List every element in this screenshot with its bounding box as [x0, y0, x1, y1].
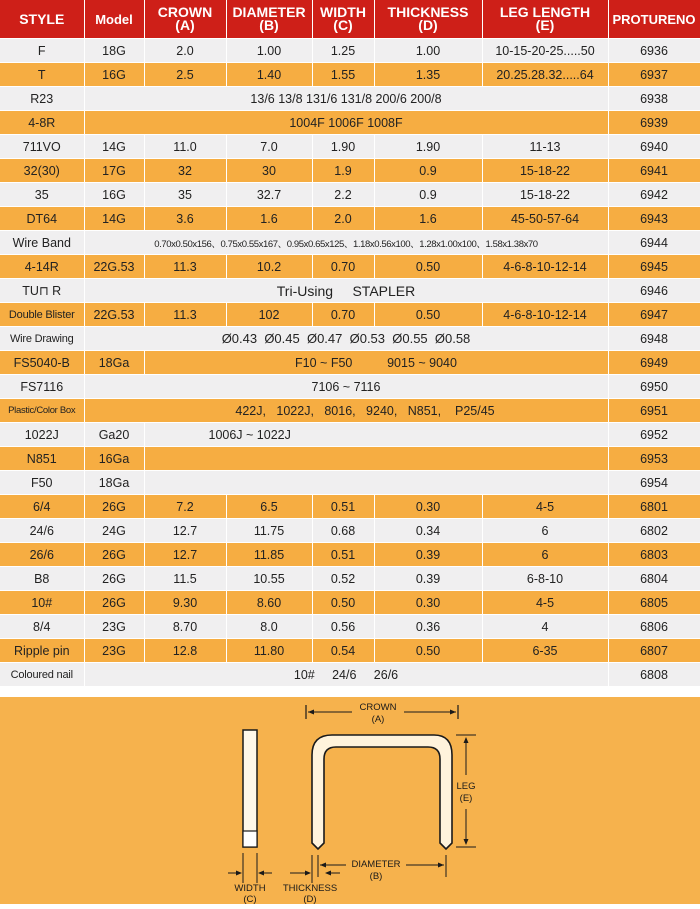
diameter-cell: 6.5 — [226, 495, 312, 519]
diameter-cell: 1.6 — [226, 207, 312, 231]
crown-cell: 11.5 — [144, 567, 226, 591]
thickness-cell: 1.6 — [374, 207, 482, 231]
style-cell: F — [0, 39, 84, 63]
leg-label: LEG — [456, 781, 476, 792]
number-cell: 6945 — [608, 255, 700, 279]
leg-cell: 20.25.28.32.....64 — [482, 63, 608, 87]
number-cell: 6954 — [608, 471, 700, 495]
width-cell: 0.52 — [312, 567, 374, 591]
table-row — [0, 327, 700, 351]
table-row — [0, 303, 700, 327]
leg-cell: 4-6-8-10-12-14 — [482, 255, 608, 279]
width-label: WIDTH — [234, 883, 266, 894]
style-cell: 711VO — [0, 135, 84, 159]
number-cell: 6804 — [608, 567, 700, 591]
style-cell: Wire Band — [0, 231, 84, 255]
style-cell: 26/6 — [0, 543, 84, 567]
thickness-cell: 0.36 — [374, 615, 482, 639]
crown-cell: 2.5 — [144, 63, 226, 87]
style-cell: FS7116 — [0, 375, 84, 399]
crown-cell: 12.8 — [144, 639, 226, 663]
style-cell: Plastic/Color Box — [0, 399, 84, 423]
spanning-cell: 422J, 1022J, 8016, 9240, N851, P25/45 — [84, 399, 608, 423]
number-cell: 6950 — [608, 375, 700, 399]
model-cell: 16Ga — [84, 447, 144, 471]
leg-cell: 15-18-22 — [482, 183, 608, 207]
crown-cell: 8.70 — [144, 615, 226, 639]
crown-cell: 11.3 — [144, 255, 226, 279]
leg-cell: 6-35 — [482, 639, 608, 663]
diameter-cell: 11.80 — [226, 639, 312, 663]
leg-sub-label: (E) — [459, 793, 473, 804]
number-cell: 6941 — [608, 159, 700, 183]
table-row — [0, 543, 700, 567]
number-cell: 6803 — [608, 543, 700, 567]
thickness-cell: 0.30 — [374, 591, 482, 615]
style-cell: 8/4 — [0, 615, 84, 639]
table-row — [0, 87, 700, 111]
diameter-cell: 10.55 — [226, 567, 312, 591]
width-cell: 1.25 — [312, 39, 374, 63]
table-row — [0, 279, 700, 303]
diameter-cell: 1.00 — [226, 39, 312, 63]
staple-front-view — [312, 735, 452, 849]
width-cell: 0.70 — [312, 303, 374, 327]
table-row — [0, 591, 700, 615]
spanning-cell: 1004F 1006F 1008F — [84, 111, 608, 135]
spanning-cell: 1006J ~ 1022J — [144, 423, 608, 447]
style-cell: TU⊓ R — [0, 279, 84, 303]
table-row — [0, 135, 700, 159]
leg-cell: 15-18-22 — [482, 159, 608, 183]
thickness-cell: 0.34 — [374, 519, 482, 543]
number-cell: 6807 — [608, 639, 700, 663]
crown-cell: 2.0 — [144, 39, 226, 63]
header-diameter: DIAMETER (B) — [226, 0, 312, 39]
staple-side-tip — [243, 831, 257, 847]
number-cell: 6951 — [608, 399, 700, 423]
model-cell: 18Ga — [84, 471, 144, 495]
thickness-cell: 0.30 — [374, 495, 482, 519]
style-cell: N851 — [0, 447, 84, 471]
table-row — [0, 495, 700, 519]
diameter-cell: 102 — [226, 303, 312, 327]
width-cell: 1.9 — [312, 159, 374, 183]
leg-cell: 4-6-8-10-12-14 — [482, 303, 608, 327]
diameter-sub-label: (B) — [369, 871, 383, 882]
thickness-cell: 1.00 — [374, 39, 482, 63]
diameter-cell: 30 — [226, 159, 312, 183]
table-row — [0, 207, 700, 231]
table-row — [0, 159, 700, 183]
style-cell: 4-14R — [0, 255, 84, 279]
thickness-cell: 0.39 — [374, 567, 482, 591]
header-thickness: THICKNESS (D) — [374, 0, 482, 39]
leg-cell: 6 — [482, 543, 608, 567]
model-cell: 17G — [84, 159, 144, 183]
model-cell: 22G.53 — [84, 255, 144, 279]
model-cell: 23G — [84, 615, 144, 639]
style-cell: 10# — [0, 591, 84, 615]
style-cell: B8 — [0, 567, 84, 591]
number-cell: 6939 — [608, 111, 700, 135]
number-cell: 6936 — [608, 39, 700, 63]
style-cell: Coloured nail — [0, 663, 84, 687]
table-row — [0, 39, 700, 63]
model-cell: 22G.53 — [84, 303, 144, 327]
thickness-label: THICKNESS — [282, 883, 338, 894]
thickness-cell: 0.50 — [374, 303, 482, 327]
header-row — [0, 0, 700, 39]
style-cell: 4-8R — [0, 111, 84, 135]
width-cell: 1.90 — [312, 135, 374, 159]
style-cell: F50 — [0, 471, 84, 495]
number-cell: 6942 — [608, 183, 700, 207]
model-cell: 16G — [84, 183, 144, 207]
style-cell: 24/6 — [0, 519, 84, 543]
thickness-cell: 0.50 — [374, 639, 482, 663]
crown-cell: 12.7 — [144, 519, 226, 543]
diameter-cell: 10.2 — [226, 255, 312, 279]
table-row — [0, 63, 700, 87]
width-cell: 0.68 — [312, 519, 374, 543]
table-row — [0, 567, 700, 591]
width-cell: 0.50 — [312, 591, 374, 615]
leg-cell: 4-5 — [482, 495, 608, 519]
crown-cell: 3.6 — [144, 207, 226, 231]
crown-cell: 12.7 — [144, 543, 226, 567]
table-row — [0, 423, 700, 447]
spanning-cell: Tri-Using STAPLER — [84, 279, 608, 303]
diameter-cell: 11.85 — [226, 543, 312, 567]
number-cell: 6806 — [608, 615, 700, 639]
table-row — [0, 663, 700, 687]
number-cell: 6801 — [608, 495, 700, 519]
model-cell: 18G — [84, 39, 144, 63]
table-row — [0, 399, 700, 423]
staple-dimension-diagram — [0, 697, 700, 904]
table-row — [0, 111, 700, 135]
thickness-sub-label: (D) — [303, 894, 317, 904]
style-cell: DT64 — [0, 207, 84, 231]
style-cell: 32(30) — [0, 159, 84, 183]
table-row — [0, 471, 700, 495]
style-cell: Ripple pin — [0, 639, 84, 663]
diagram-drawing — [0, 697, 700, 904]
model-cell: 23G — [84, 639, 144, 663]
spanning-cell: F10 ~ F50 9015 ~ 9040 — [144, 351, 608, 375]
number-cell: 6937 — [608, 63, 700, 87]
number-cell: 6953 — [608, 447, 700, 471]
style-cell: 1022J — [0, 423, 84, 447]
leg-cell: 6-8-10 — [482, 567, 608, 591]
diameter-label: DIAMETER — [351, 859, 401, 870]
header-width: WIDTH (C) — [312, 0, 374, 39]
staple-side-view — [243, 730, 257, 847]
leg-cell: 45-50-57-64 — [482, 207, 608, 231]
width-cell: 0.51 — [312, 495, 374, 519]
diameter-cell: 32.7 — [226, 183, 312, 207]
spanning-cell: 7106 ~ 7116 — [84, 375, 608, 399]
number-cell: 6943 — [608, 207, 700, 231]
thickness-cell: 0.39 — [374, 543, 482, 567]
thickness-cell: 1.90 — [374, 135, 482, 159]
spanning-cell: 0.70x0.50x156、0.75x0.55x167、0.95x0.65x125、1.18x0.56x100、1.28x1.00x100、1.58x1.38x70 — [84, 231, 608, 255]
spanning-cell: 10# 24/6 26/6 — [84, 663, 608, 687]
diameter-cell: 8.60 — [226, 591, 312, 615]
thickness-cell: 0.9 — [374, 159, 482, 183]
table-row — [0, 615, 700, 639]
crown-cell: 11.0 — [144, 135, 226, 159]
table-row — [0, 519, 700, 543]
thickness-cell: 0.9 — [374, 183, 482, 207]
number-cell: 6802 — [608, 519, 700, 543]
width-cell: 0.56 — [312, 615, 374, 639]
spanning-cell: 13/6 13/8 131/6 131/8 200/6 200/8 — [84, 87, 608, 111]
spanning-cell — [144, 447, 608, 471]
style-cell: R23 — [0, 87, 84, 111]
leg-cell: 11-13 — [482, 135, 608, 159]
model-cell: 14G — [84, 207, 144, 231]
number-cell: 6947 — [608, 303, 700, 327]
table-row — [0, 183, 700, 207]
crown-cell: 32 — [144, 159, 226, 183]
crown-label: CROWN — [359, 702, 397, 713]
header-style: STYLE — [0, 0, 84, 39]
table-row — [0, 351, 700, 375]
header-crown: CROWN (A) — [144, 0, 226, 39]
number-cell: 6948 — [608, 327, 700, 351]
style-cell: 6/4 — [0, 495, 84, 519]
model-cell: 26G — [84, 495, 144, 519]
diameter-cell: 1.40 — [226, 63, 312, 87]
style-cell: T — [0, 63, 84, 87]
width-cell: 2.2 — [312, 183, 374, 207]
number-cell: 6944 — [608, 231, 700, 255]
thickness-cell: 1.35 — [374, 63, 482, 87]
model-cell: Ga20 — [84, 423, 144, 447]
crown-cell: 35 — [144, 183, 226, 207]
crown-sub-label: (A) — [371, 714, 385, 725]
number-cell: 6949 — [608, 351, 700, 375]
model-cell: 26G — [84, 567, 144, 591]
model-cell: 24G — [84, 519, 144, 543]
width-sub-label: (C) — [243, 894, 257, 904]
width-cell: 0.54 — [312, 639, 374, 663]
leg-cell: 4 — [482, 615, 608, 639]
leg-cell: 10-15-20-25.....50 — [482, 39, 608, 63]
number-cell: 6946 — [608, 279, 700, 303]
crown-cell: 11.3 — [144, 303, 226, 327]
style-cell: FS5040-B — [0, 351, 84, 375]
table-row — [0, 639, 700, 663]
style-cell: Double Blister — [0, 303, 84, 327]
model-cell: 26G — [84, 591, 144, 615]
table-row — [0, 231, 700, 255]
leg-cell: 4-5 — [482, 591, 608, 615]
number-cell: 6938 — [608, 87, 700, 111]
header-leg-length: LEG LENGTH (E) — [482, 0, 608, 39]
spanning-cell: Ø0.43 Ø0.45 Ø0.47 Ø0.53 Ø0.55 Ø0.58 — [84, 327, 608, 351]
width-cell: 2.0 — [312, 207, 374, 231]
diameter-cell: 7.0 — [226, 135, 312, 159]
spanning-cell — [144, 471, 608, 495]
number-cell: 6940 — [608, 135, 700, 159]
model-cell: 26G — [84, 543, 144, 567]
table-row — [0, 447, 700, 471]
leg-cell: 6 — [482, 519, 608, 543]
table-row — [0, 375, 700, 399]
diameter-cell: 8.0 — [226, 615, 312, 639]
table-row — [0, 255, 700, 279]
model-cell: 16G — [84, 63, 144, 87]
number-cell: 6805 — [608, 591, 700, 615]
header-proto-no: PROTURENO — [608, 0, 700, 39]
style-cell: 35 — [0, 183, 84, 207]
crown-cell: 9.30 — [144, 591, 226, 615]
model-cell: 14G — [84, 135, 144, 159]
crown-cell: 7.2 — [144, 495, 226, 519]
diameter-cell: 11.75 — [226, 519, 312, 543]
number-cell: 6952 — [608, 423, 700, 447]
style-cell: Wire Drawing — [0, 327, 84, 351]
width-cell: 0.51 — [312, 543, 374, 567]
header-model: Model — [84, 0, 144, 39]
number-cell: 6808 — [608, 663, 700, 687]
model-cell: 18Ga — [84, 351, 144, 375]
width-cell: 1.55 — [312, 63, 374, 87]
thickness-cell: 0.50 — [374, 255, 482, 279]
width-cell: 0.70 — [312, 255, 374, 279]
